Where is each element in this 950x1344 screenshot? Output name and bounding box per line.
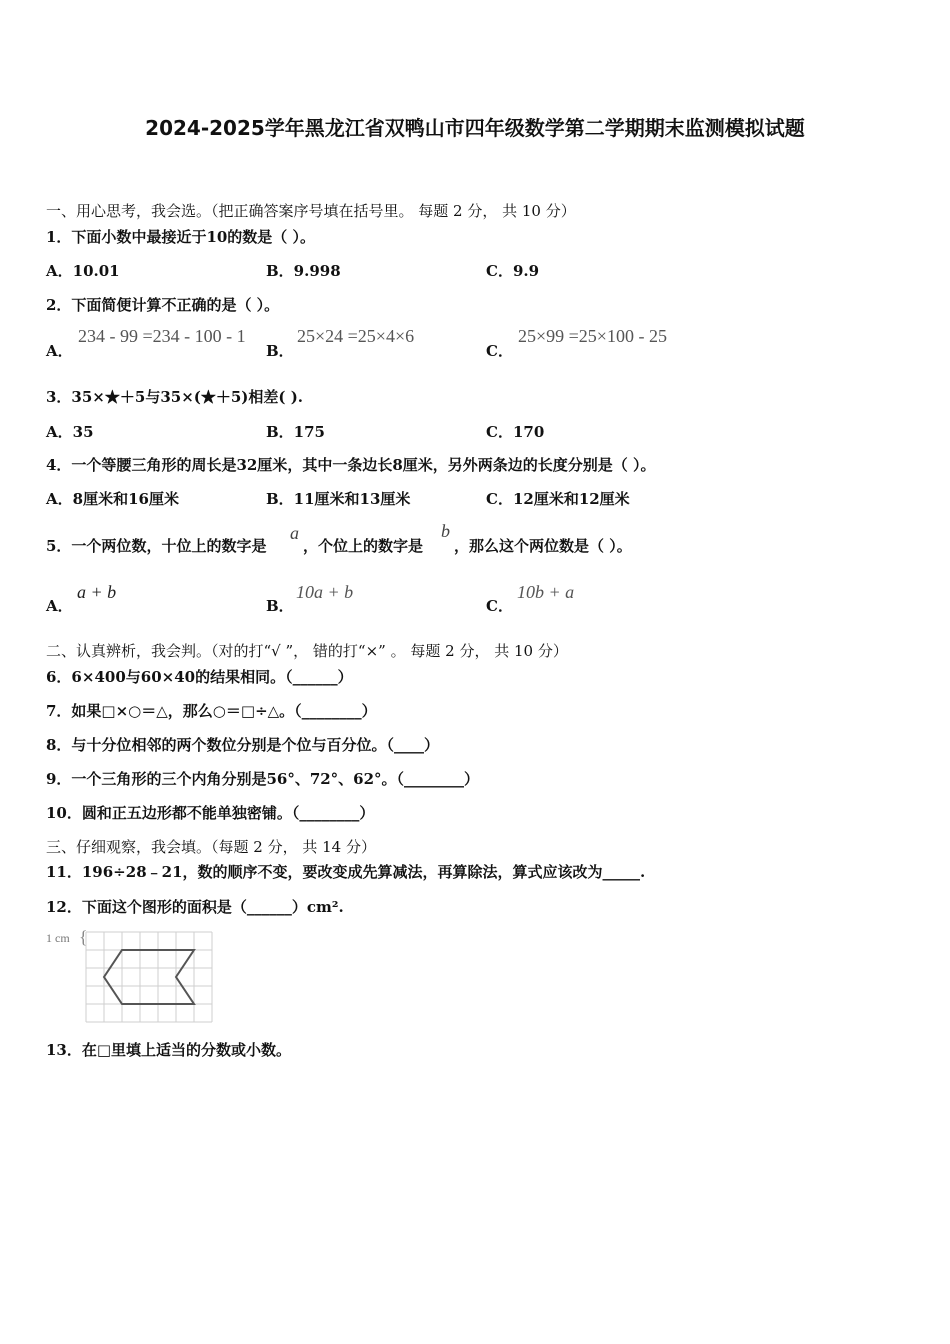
q2-option-b-label: B． (266, 342, 294, 360)
question-8: 8．与十分位相邻的两个数位分别是个位与百分位。（____） (46, 736, 439, 754)
q4-option-b: B．11厘米和13厘米 (266, 490, 411, 508)
q5-option-c-label: C． (486, 597, 513, 615)
question-4: 4．一个等腰三角形的周长是32厘米，其中一条边长8厘米，另外两条边的长度分别是（ ）。 (46, 456, 656, 474)
q4-option-a: A．8厘米和16厘米 (46, 490, 179, 508)
q12-grid-figure (46, 928, 216, 1026)
question-5-part2: ，个位上的数字是 (303, 537, 424, 555)
q3-option-c: C．170 (486, 423, 545, 441)
q5-option-c-formula: 10b + a (517, 582, 575, 602)
q5-variable-a: a (290, 523, 299, 543)
q2-option-a-formula: 234 - 99 =234 - 100 - 1 (78, 326, 246, 346)
q2-option-a-label: A． (46, 342, 73, 360)
q5-option-a-formula: a + b (77, 582, 117, 602)
q3-option-b: B．175 (266, 423, 325, 441)
q2-option-c-formula: 25×99 =25×100 - 25 (518, 326, 667, 346)
section-1-heading: 一、用心思考，我会选。（把正确答案序号填在括号里。 每题 2 分， 共 10 分） (46, 202, 576, 220)
question-12: 12．下面这个图形的面积是（______）cm². (46, 898, 344, 916)
q1-option-b: B．9.998 (266, 262, 341, 280)
section-2-heading: 二、认真辨析，我会判。（对的打“√ ”， 错的打“×” 。 每题 2 分， 共 10 分） (46, 642, 568, 660)
grid-scale-label: 1 cm (46, 931, 70, 945)
q2-option-b-formula: 25×24 =25×4×6 (297, 326, 415, 346)
question-1: 1．下面小数中最接近于10的数是（ ）。 (46, 228, 316, 246)
scale-brace: { (79, 928, 88, 947)
question-7: 7．如果□×○＝△，那么○＝□÷△。（________） (46, 702, 377, 720)
section-3-heading: 三、仔细观察，我会填。（每题 2 分， 共 14 分） (46, 838, 376, 856)
q1-option-c: C．9.9 (486, 262, 540, 280)
question-10: 10．圆和正五边形都不能单独密铺。（________） (46, 804, 375, 822)
question-5-part1: 5．一个两位数，十位上的数字是 (46, 537, 267, 555)
q1-option-a: A．10.01 (46, 262, 120, 280)
question-13: 13．在□里填上适当的分数或小数。 (46, 1041, 292, 1059)
question-6: 6．6×400与60×40的结果相同。（______） (46, 668, 353, 686)
q5-option-b-formula: 10a + b (296, 582, 354, 602)
q5-option-a-label: A． (46, 597, 73, 615)
hexagon-shape (104, 950, 194, 1004)
question-2: 2．下面简便计算不正确的是（ ）。 (46, 296, 280, 314)
question-3: 3．35×★＋5与35×(★＋5)相差( ). (46, 388, 304, 406)
question-11: 11．196÷28﹣21，数的顺序不变，要改变成先算减法，再算除法，算式应该改为_____. (46, 863, 646, 881)
q4-option-c: C．12厘米和12厘米 (486, 490, 630, 508)
page-title: 2024-2025学年黑龙江省双鸭山市四年级数学第二学期期末监测模拟试题 (145, 116, 805, 140)
q5-variable-b: b (441, 521, 450, 541)
question-9: 9．一个三角形的三个内角分别是56°、72°、62°。（________） (46, 770, 480, 788)
q5-option-b-label: B． (266, 597, 294, 615)
q2-option-c-label: C． (486, 342, 513, 360)
q3-option-a: A．35 (46, 423, 94, 441)
question-5-part3: ，那么这个两位数是（ ）。 (454, 537, 632, 555)
